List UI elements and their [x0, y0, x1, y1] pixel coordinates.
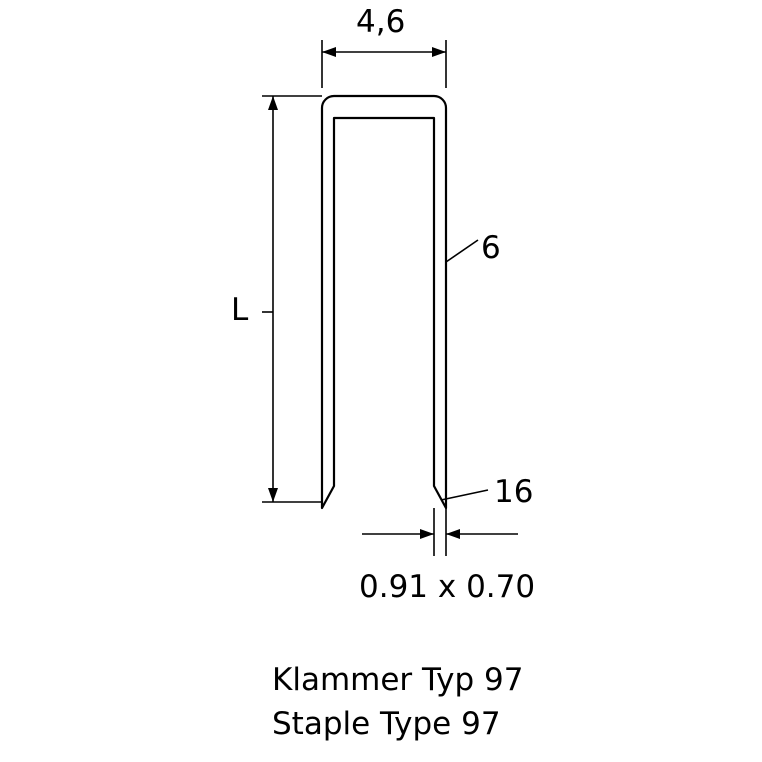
label-crown-width: 4,6 — [356, 4, 406, 40]
dimension-total-length — [262, 96, 322, 502]
dimension-crown-width — [322, 40, 446, 88]
label-wire-cross-section: 0.91 x 0.70 — [359, 569, 536, 605]
dimension-leg-length — [446, 240, 478, 262]
caption-german: Klammer Typ 97 — [272, 662, 524, 698]
label-point-length: 16 — [494, 474, 534, 510]
label-leg-length: 6 — [481, 230, 501, 266]
label-total-length: L — [231, 292, 249, 328]
dimension-point-length — [441, 490, 488, 500]
dimension-wire-cross-section — [362, 508, 518, 556]
staple-outline — [322, 96, 446, 508]
caption-english: Staple Type 97 — [272, 706, 501, 742]
